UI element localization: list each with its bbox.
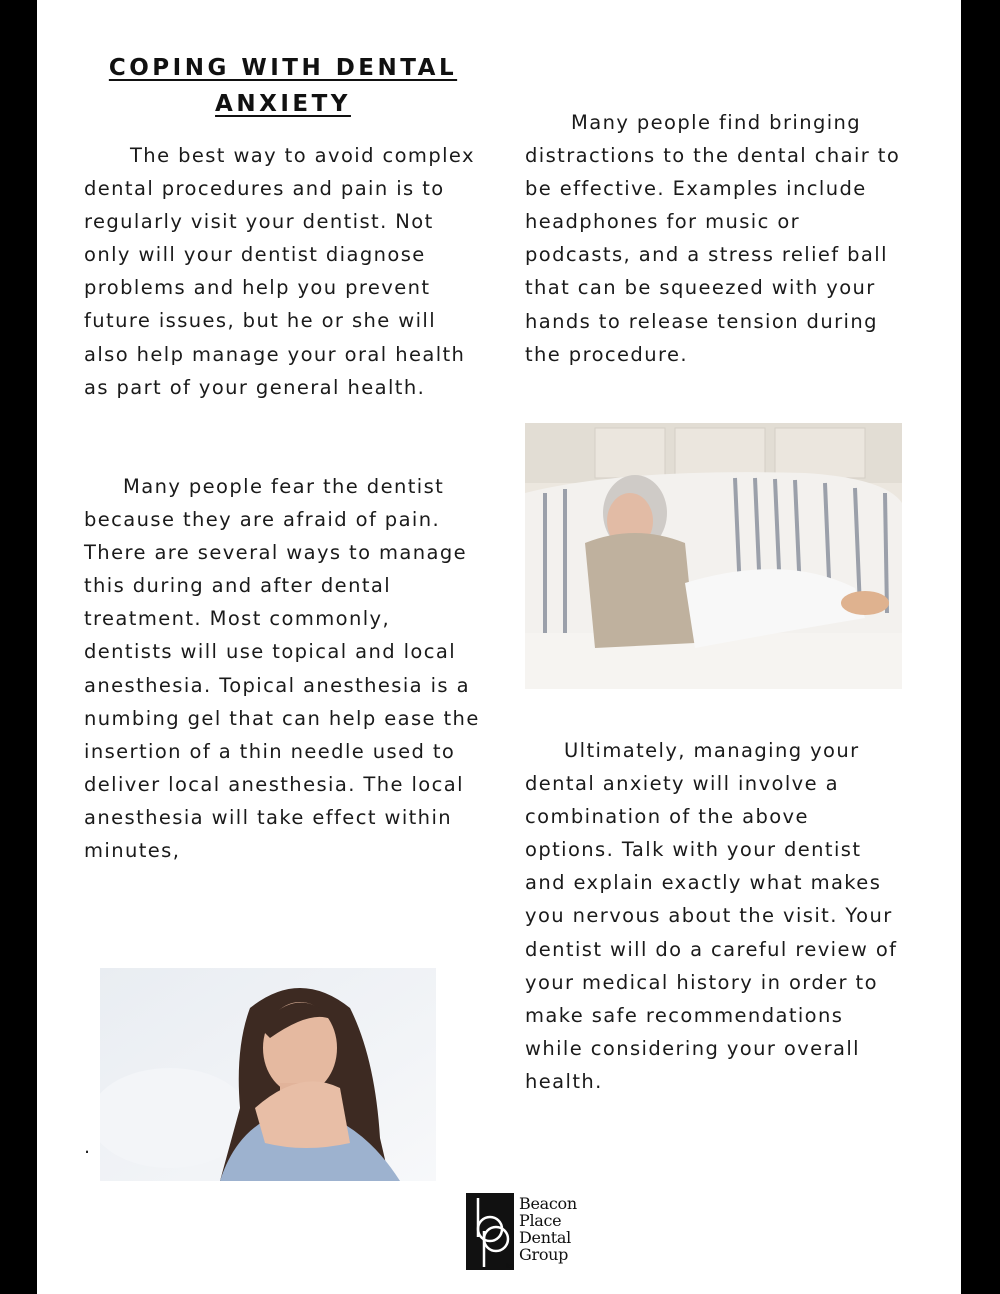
svg-text:bp: bp bbox=[506, 1263, 514, 1270]
paragraph-distractions: Many people find bringing distractions to the dental chair to be effective. Examples include headphones for music or podcasts, and a stress relief ball that can be squeezed with your hands to release tension during the procedure. bbox=[525, 111, 901, 366]
stray-period: . bbox=[84, 1136, 91, 1158]
logo-line-dental: Dental bbox=[519, 1228, 571, 1247]
woman-toothache-photo bbox=[100, 968, 436, 1181]
paragraph-managing-anxiety: Ultimately, managing your dental anxiety will involve a combination of the above options. Talk with your dentist and explain exactly what makes you nervous about the visit. Your dentist will do a careful review of your medical history in order to make safe recommendations while considering your overall health. bbox=[525, 739, 898, 1093]
woman-relaxing-on-couch-photo bbox=[525, 423, 902, 689]
beacon-place-logo bbox=[466, 1193, 586, 1271]
logo-line-group: Group bbox=[519, 1245, 569, 1264]
logo-line-place: Place bbox=[519, 1211, 562, 1230]
paragraph-fear-of-pain: Many people fear the dentist because they are afraid of pain. There are several ways to manage this during and after dental treatment. Most commonly, dentists will use topical and local anesthesia. Topical anesthesia is a numbing gel that can help ease the insertion of a thin needle used to deliver local anesthesia. The local anesthesia will take effect within minutes, bbox=[84, 475, 480, 863]
logo-wordmark bbox=[519, 1195, 577, 1263]
article-title: COPING WITH DENTAL ANXIETY bbox=[108, 55, 458, 117]
paragraph-avoid-procedures: The best way to avoid complex dental procedures and pain is to regularly visit your dentist. Not only will your dentist diagnose problems and help you prevent future issues, but he or she will also help manage your oral health as part of your general health. bbox=[84, 144, 475, 399]
logo-line-beacon: Beacon bbox=[519, 1194, 577, 1213]
bp-monogram bbox=[466, 1193, 514, 1270]
